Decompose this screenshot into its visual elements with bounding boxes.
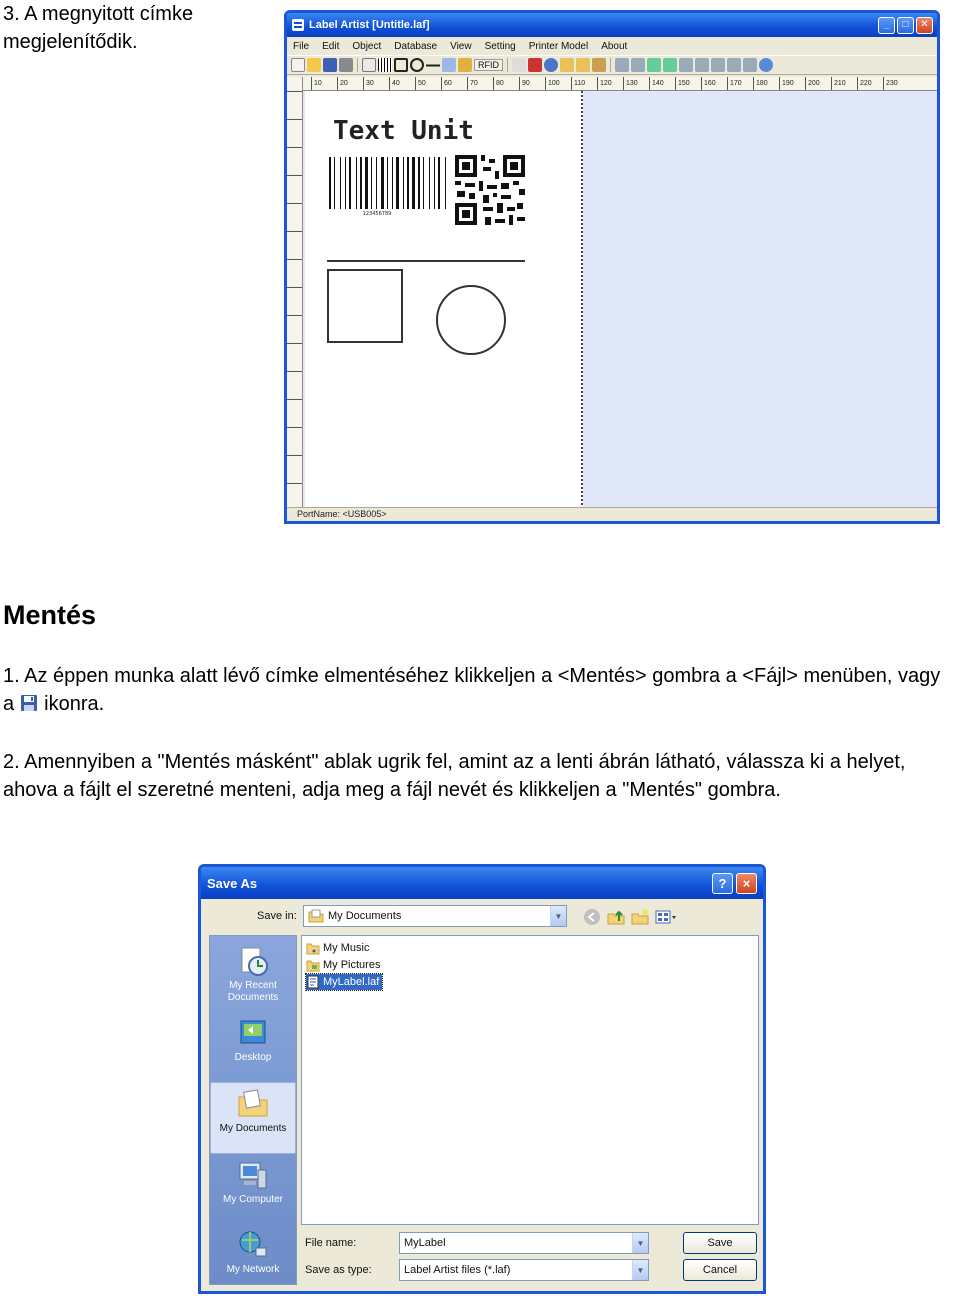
toolbar-separator [357,58,358,72]
file-name-label: File name: [305,1237,357,1249]
cancel-button[interactable]: Cancel [683,1259,757,1281]
file-item-my-music[interactable] [306,940,372,956]
app-titlebar [287,13,937,37]
ruler-tick [287,259,303,287]
my-network-icon [236,1228,270,1262]
recent-documents-icon [236,944,270,978]
help-button[interactable]: ? [712,873,733,894]
save-as-type-value: Label Artist files (*.laf) [404,1264,511,1276]
database-tool-icon[interactable] [458,58,472,72]
file-list[interactable] [301,935,759,1225]
text-unit-object[interactable]: Text Unit [333,116,474,146]
place-my-recent-documents[interactable] [210,940,296,1012]
new-folder-icon[interactable] [631,908,649,926]
align-top-icon[interactable] [631,58,645,72]
save-in-label: Save in: [257,910,297,922]
folder-icon [306,941,320,955]
label-canvas[interactable] [305,91,583,513]
ruler-mark: 190 [779,77,801,91]
folder-icon [306,958,320,972]
ruler-mark: 130 [623,77,645,91]
up-folder-icon[interactable] [607,908,625,926]
menu-object[interactable]: Object [352,40,382,52]
desktop-icon [236,1016,270,1050]
ruler-mark: 40 [389,77,411,91]
copy-icon[interactable] [560,58,574,72]
help-icon[interactable] [759,58,773,72]
file-item-label: My Music [323,942,370,954]
ruler-tick [287,427,303,455]
cut-icon[interactable] [512,58,526,72]
maximize-button[interactable] [897,17,914,34]
close-icon: ✕ [920,19,929,30]
file-item-my-pictures[interactable] [306,957,383,973]
place-my-network[interactable] [210,1224,296,1294]
qr-code-object[interactable] [455,155,525,225]
ruler-tick [287,315,303,343]
chevron-down-icon[interactable]: ▼ [632,1260,648,1280]
save-button[interactable]: Save [683,1232,757,1254]
app-statusbar: PortName: <USB005> [287,507,937,521]
save-in-value: My Documents [328,910,402,922]
new-file-icon[interactable] [291,58,305,72]
minimize-button[interactable] [878,17,895,34]
ruler-mark: 110 [571,77,593,91]
chevron-down-icon[interactable]: ▼ [550,906,566,926]
image-tool-icon[interactable] [442,58,456,72]
ruler-tick [287,175,303,203]
rotate-icon[interactable] [679,58,693,72]
ruler-mark: 150 [675,77,697,91]
ruler-mark: 120 [597,77,619,91]
ruler-mark: 80 [493,77,515,91]
zoom-in-icon[interactable] [647,58,661,72]
ruler-tick [287,91,303,119]
barcode-tool-icon[interactable] [378,58,392,72]
section-heading: Mentés [3,600,97,630]
ruler-mark: 180 [753,77,775,91]
save-in-row [201,905,763,929]
ruler-tick [287,231,303,259]
my-computer-icon [236,1158,270,1192]
menu-file[interactable]: File [293,40,310,52]
ruler-tick [287,287,303,315]
ruler-mark: 170 [727,77,749,91]
menu-about[interactable]: About [601,40,628,52]
save-icon[interactable] [323,58,337,72]
save-as-dialog [198,864,766,1294]
horizontal-ruler [303,77,937,91]
circle-object[interactable] [437,286,505,354]
menu-database[interactable]: Database [394,40,438,52]
minimize-icon: _ [883,19,890,30]
instruction-step-1 [3,662,953,718]
views-menu-icon[interactable] [655,908,677,926]
dialog-close-button[interactable]: × [736,873,757,894]
instruction-step-1-end: ikonra. [44,693,105,715]
back-icon[interactable] [583,908,601,926]
save-as-type-label: Save as type: [305,1264,372,1276]
app-title: Label Artist [Untitle.laf] [309,19,430,31]
toolbar-separator [610,58,611,72]
vertical-ruler [287,77,303,507]
rectangle-tool-icon[interactable] [394,58,408,72]
ruler-mark: 200 [805,77,827,91]
ruler-mark: 30 [363,77,385,91]
ruler-tick [287,371,303,399]
ruler-mark: 220 [857,77,879,91]
label-file-icon [306,975,320,989]
ruler-mark: 210 [831,77,853,91]
grid-icon[interactable] [727,58,741,72]
app-logo-icon [291,18,305,32]
place-label: Desktop [234,1052,272,1063]
ruler-mark: 230 [883,77,905,91]
ungroup-icon[interactable] [711,58,725,72]
barcode-object[interactable] [329,157,446,209]
ruler-tick [287,147,303,175]
text-tool-icon[interactable] [362,58,376,72]
ruler-tick [287,455,303,483]
ruler-tick [287,343,303,371]
rectangle-object[interactable] [328,270,402,342]
save-icon [20,694,38,712]
zoom-out-icon[interactable] [663,58,677,72]
save-as-type-dropdown[interactable] [399,1259,649,1281]
app-toolbar [287,55,937,75]
step-caption: 3. A megnyitott címke megjelenítődik. [3,3,194,53]
place-label: My Computer [222,1194,283,1205]
ruler-tick [287,399,303,427]
dialog-nav-toolbar [583,908,677,926]
design-workspace [303,91,937,507]
place-label: My Recent Documents [227,980,279,1003]
maximize-icon: □ [902,19,909,30]
ruler-mark: 90 [519,77,541,91]
ruler-tick [287,483,303,507]
paste-icon[interactable] [576,58,590,72]
instruction-step-2: 2. Amennyiben a "Mentés másként" ablak ugrik fel, amint az a lenti ábrán látható, válassza ki a helyet, ahova a fájlt el szeretné menteni, adja meg a fájl nevét és klikkeljen a "Mentés" gombra. [3,751,906,801]
group-icon[interactable] [695,58,709,72]
close-button[interactable] [916,17,933,34]
menu-view[interactable]: View [450,40,472,52]
barcode-number: 123456789 [362,211,392,217]
ruler-mark: 70 [467,77,489,91]
label-artist-window [284,10,940,524]
place-my-documents[interactable] [210,1082,296,1154]
save-in-dropdown[interactable] [303,905,567,927]
order-icon[interactable] [743,58,757,72]
ruler-tick [287,203,303,231]
menu-printer-model[interactable]: Printer Model [528,40,589,52]
place-my-computer[interactable] [210,1154,296,1226]
duplicate-icon[interactable] [592,58,606,72]
menu-setting[interactable]: Setting [484,40,516,52]
file-item-label: MyLabel.laf [323,976,380,988]
ruler-mark: 20 [337,77,359,91]
rfid-dropdown[interactable]: RFID [474,59,503,71]
align-left-icon[interactable] [615,58,629,72]
file-item-label: My Pictures [323,959,381,971]
place-label: My Network [226,1264,280,1275]
label-content [305,91,583,513]
file-item-mylabel-laf[interactable] [306,974,382,990]
ruler-mark: 50 [415,77,437,91]
print-icon[interactable] [339,58,353,72]
menu-edit[interactable]: Edit [322,40,340,52]
ruler-mark: 160 [701,77,723,91]
place-desktop[interactable] [210,1012,296,1084]
line-tool-icon[interactable] [426,58,440,72]
toolbar-separator [507,58,508,72]
place-label: My Documents [219,1123,287,1134]
open-folder-icon[interactable] [307,58,321,72]
delete-icon[interactable] [528,58,542,72]
ruler-mark: 140 [649,77,671,91]
file-name-value: MyLabel [404,1237,446,1249]
circle-tool-icon[interactable] [410,58,424,72]
ruler-mark: 10 [311,77,333,91]
my-documents-folder-icon [308,909,324,923]
instruction-step-1-text: 1. Az éppen munka alatt lévő címke elmentéséhez klikkeljen a <Mentés> gombra a <Fájl> menüben, vagy a [3,665,941,715]
ruler-mark: 60 [441,77,463,91]
my-documents-icon [236,1087,270,1121]
dialog-title: Save As [207,875,258,891]
ruler-mark: 100 [545,77,567,91]
ruler-tick [287,119,303,147]
chevron-down-icon[interactable]: ▼ [632,1233,648,1253]
dialog-titlebar [201,867,763,899]
undo-icon[interactable] [544,58,558,72]
app-menubar [287,37,937,55]
file-name-input[interactable] [399,1232,649,1254]
places-bar [209,935,297,1285]
